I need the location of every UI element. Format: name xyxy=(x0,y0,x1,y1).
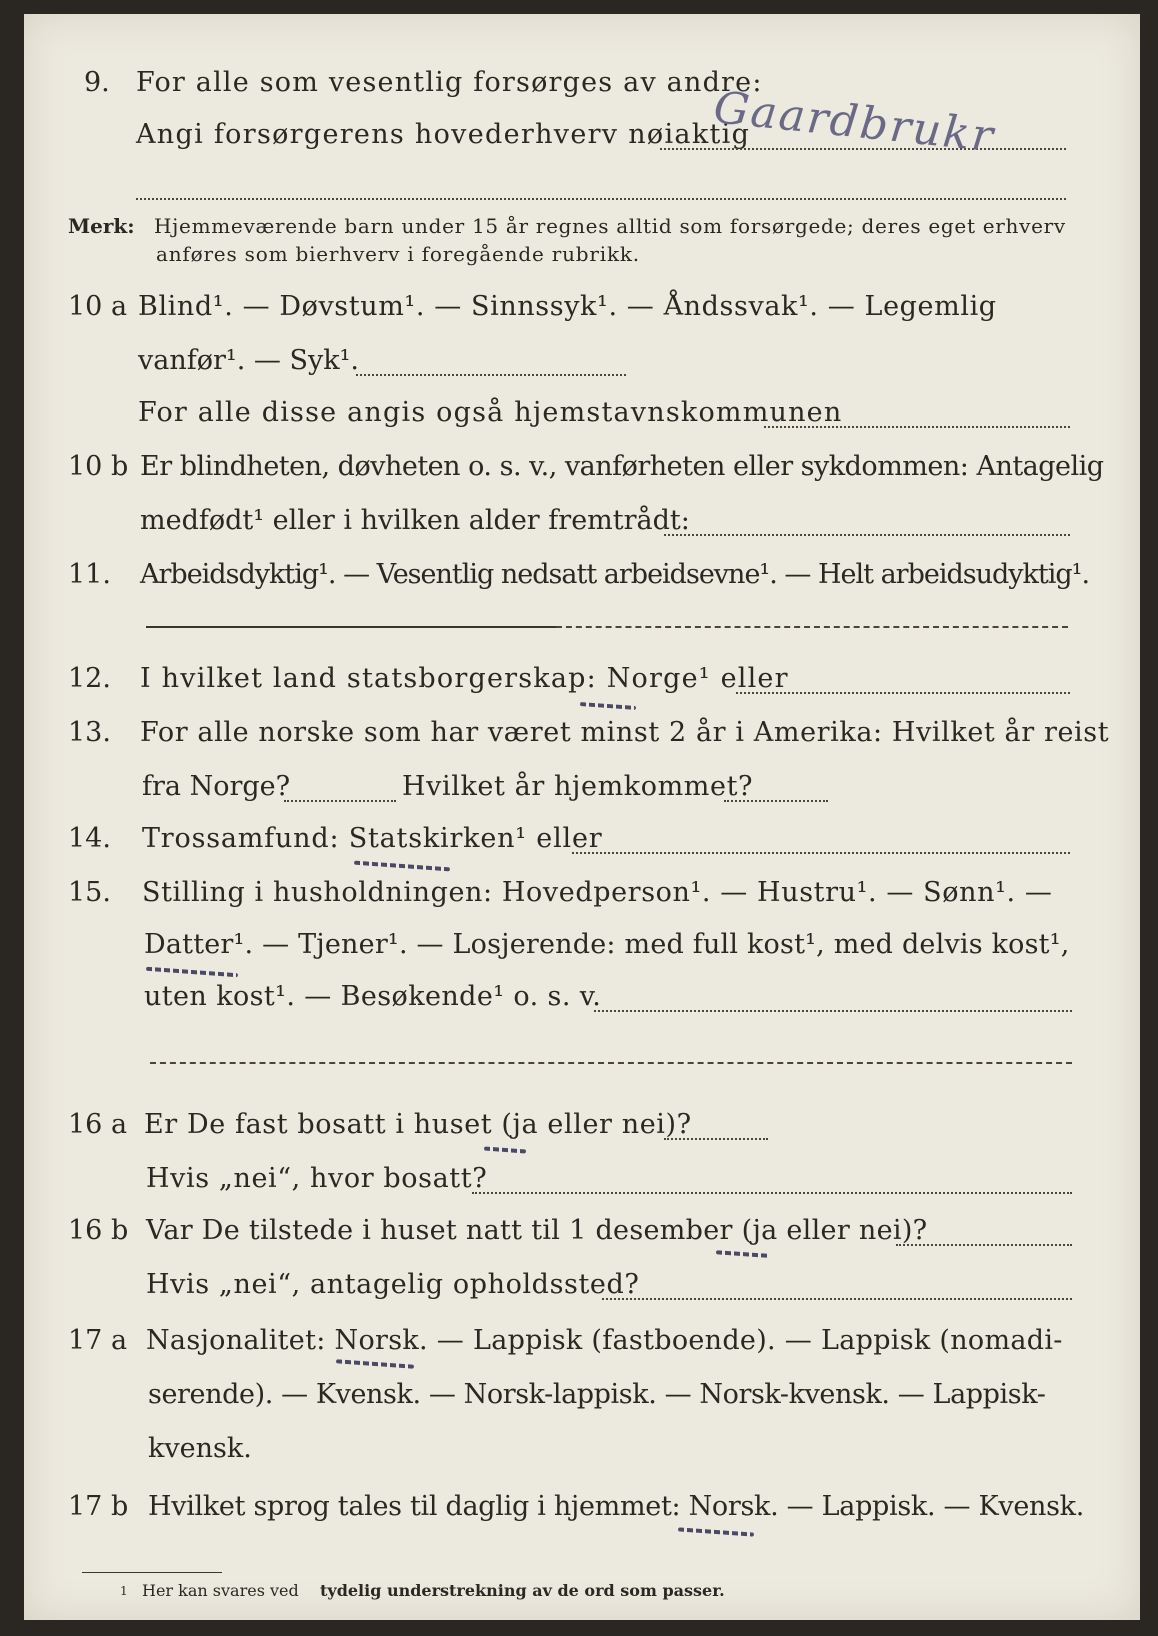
q10a-number: 10 a xyxy=(68,291,128,322)
q10a-line1: Blind¹. — Døvstum¹. — Sinnssyk¹. — Åndssvak¹. — Legemlig xyxy=(138,291,997,322)
q11-answer-line-b[interactable] xyxy=(556,626,1068,628)
q12-norge-underline xyxy=(580,702,636,710)
merk-label: Merk: xyxy=(68,214,135,238)
q13-line2a: fra Norge? xyxy=(142,771,291,802)
q17a-norsk-underline xyxy=(336,1359,414,1368)
q9-handwritten-answer: Gaardbrukr xyxy=(711,82,998,163)
q16b-line1: Var De tilstede i huset natt til 1 desember (ja eller nei)? xyxy=(146,1215,928,1246)
q12-answer-line[interactable] xyxy=(736,692,1070,694)
q10b-number: 10 b xyxy=(68,451,129,482)
q17a-line1: Nasjonalitet: Norsk. — Lappisk (fastboende). — Lappisk (nomadi- xyxy=(146,1325,1063,1356)
q16a-line1: Er De fast bosatt i huset (ja eller nei)? xyxy=(144,1109,692,1140)
q14-line1: Trossamfund: Statskirken¹ eller xyxy=(142,823,603,854)
q16b-line2: Hvis „nei“, antagelig opholdssted? xyxy=(146,1269,640,1300)
q9-line1: For alle som vesentlig forsørges av andre: xyxy=(136,67,763,98)
merk-line1: Hjemmeværende barn under 15 år regnes alltid som forsørgede; deres eget erhverv xyxy=(154,214,1066,238)
q17a-number: 17 a xyxy=(68,1325,128,1356)
q17b-norsk-underline xyxy=(678,1527,754,1536)
q15-answer-line[interactable] xyxy=(594,1010,1072,1012)
q17a-line3: kvensk. xyxy=(148,1433,252,1464)
q17b-number: 17 b xyxy=(68,1491,129,1522)
q14-number: 14. xyxy=(68,823,111,854)
q16a-ja-underline xyxy=(484,1147,526,1154)
q10a-line2: vanfør¹. — Syk¹. xyxy=(138,345,359,376)
q13-hjemkommet-line[interactable] xyxy=(724,800,828,802)
merk-line2: anføres som bierhverv i foregående rubrikk. xyxy=(156,242,640,266)
q10b-line1: Er blindheten, døvheten o. s. v., vanførheten eller sykdommen: Antagelig xyxy=(140,451,1104,482)
q11-line1: Arbeidsdyktig¹. — Vesentlig nedsatt arbeidsevne¹. — Helt arbeidsudyktig¹. xyxy=(140,559,1090,590)
q11-number: 11. xyxy=(68,559,111,590)
q16a-number: 16 a xyxy=(68,1109,128,1140)
q9-extra-line[interactable] xyxy=(136,198,1066,200)
q16a-bosatt-line[interactable] xyxy=(472,1192,1072,1194)
q15-number: 15. xyxy=(68,877,111,908)
footnote-text-b: tydelig understrekning av de ord som passer. xyxy=(320,1581,725,1600)
q16a-answer-line[interactable] xyxy=(664,1138,768,1140)
q14-statskirken-underline xyxy=(354,861,450,872)
q16b-answer-line[interactable] xyxy=(896,1244,1072,1246)
q13-number: 13. xyxy=(68,717,111,748)
q17b-line1: Hvilket sprog tales til daglig i hjemmet: Norsk. — Lappisk. — Kvensk. xyxy=(148,1491,1085,1522)
q13-line2b: Hvilket år hjemkommet? xyxy=(402,771,754,802)
q10a-hjemstavn-line[interactable] xyxy=(764,426,1070,428)
q10a-answer-line[interactable] xyxy=(356,374,626,376)
q15-datter-underline xyxy=(146,967,238,977)
q16b-number: 16 b xyxy=(68,1215,129,1246)
q16b-ja-underline xyxy=(716,1250,768,1258)
q12-number: 12. xyxy=(68,663,111,694)
q15-line3: uten kost¹. — Besøkende¹ o. s. v. xyxy=(144,981,602,1012)
q11-answer-line-a[interactable] xyxy=(146,626,556,628)
form-sheet xyxy=(24,14,1140,1620)
q16a-line2: Hvis „nei“, hvor bosatt? xyxy=(146,1163,488,1194)
census-form-page xyxy=(24,14,1140,1620)
q14-answer-line[interactable] xyxy=(572,852,1070,854)
q16b-opholdssted-line[interactable] xyxy=(602,1298,1072,1300)
footnote-mark: 1 xyxy=(120,1584,128,1598)
footnote-text-a: Her kan svares ved xyxy=(142,1581,299,1600)
q15-line1: Stilling i husholdningen: Hovedperson¹. — Hustru¹. — Sønn¹. — xyxy=(142,877,1053,908)
footnote-rule xyxy=(82,1572,222,1573)
q15-extra-line[interactable] xyxy=(150,1062,1072,1064)
q17a-line2: serende). — Kvensk. — Norsk-lappisk. — Norsk-kvensk. — Lappisk- xyxy=(148,1379,1046,1410)
q13-reist-line[interactable] xyxy=(284,800,396,802)
q15-line2: Datter¹. — Tjener¹. — Losjerende: med full kost¹, med delvis kost¹, xyxy=(144,929,1070,960)
q10a-line3: For alle disse angis også hjemstavnskommunen xyxy=(138,397,843,428)
q13-line1: For alle norske som har været minst 2 år i Amerika: Hvilket år reist xyxy=(140,717,1110,748)
q9-number: 9. xyxy=(84,67,110,98)
q9-line2: Angi forsørgerens hovederhverv nøiaktig xyxy=(136,119,751,150)
q12-line1: I hvilket land statsborgerskap: Norge¹ eller xyxy=(140,663,789,694)
q10b-answer-line[interactable] xyxy=(664,534,1070,536)
q10b-line2: medfødt¹ eller i hvilken alder fremtrådt: xyxy=(140,505,690,536)
